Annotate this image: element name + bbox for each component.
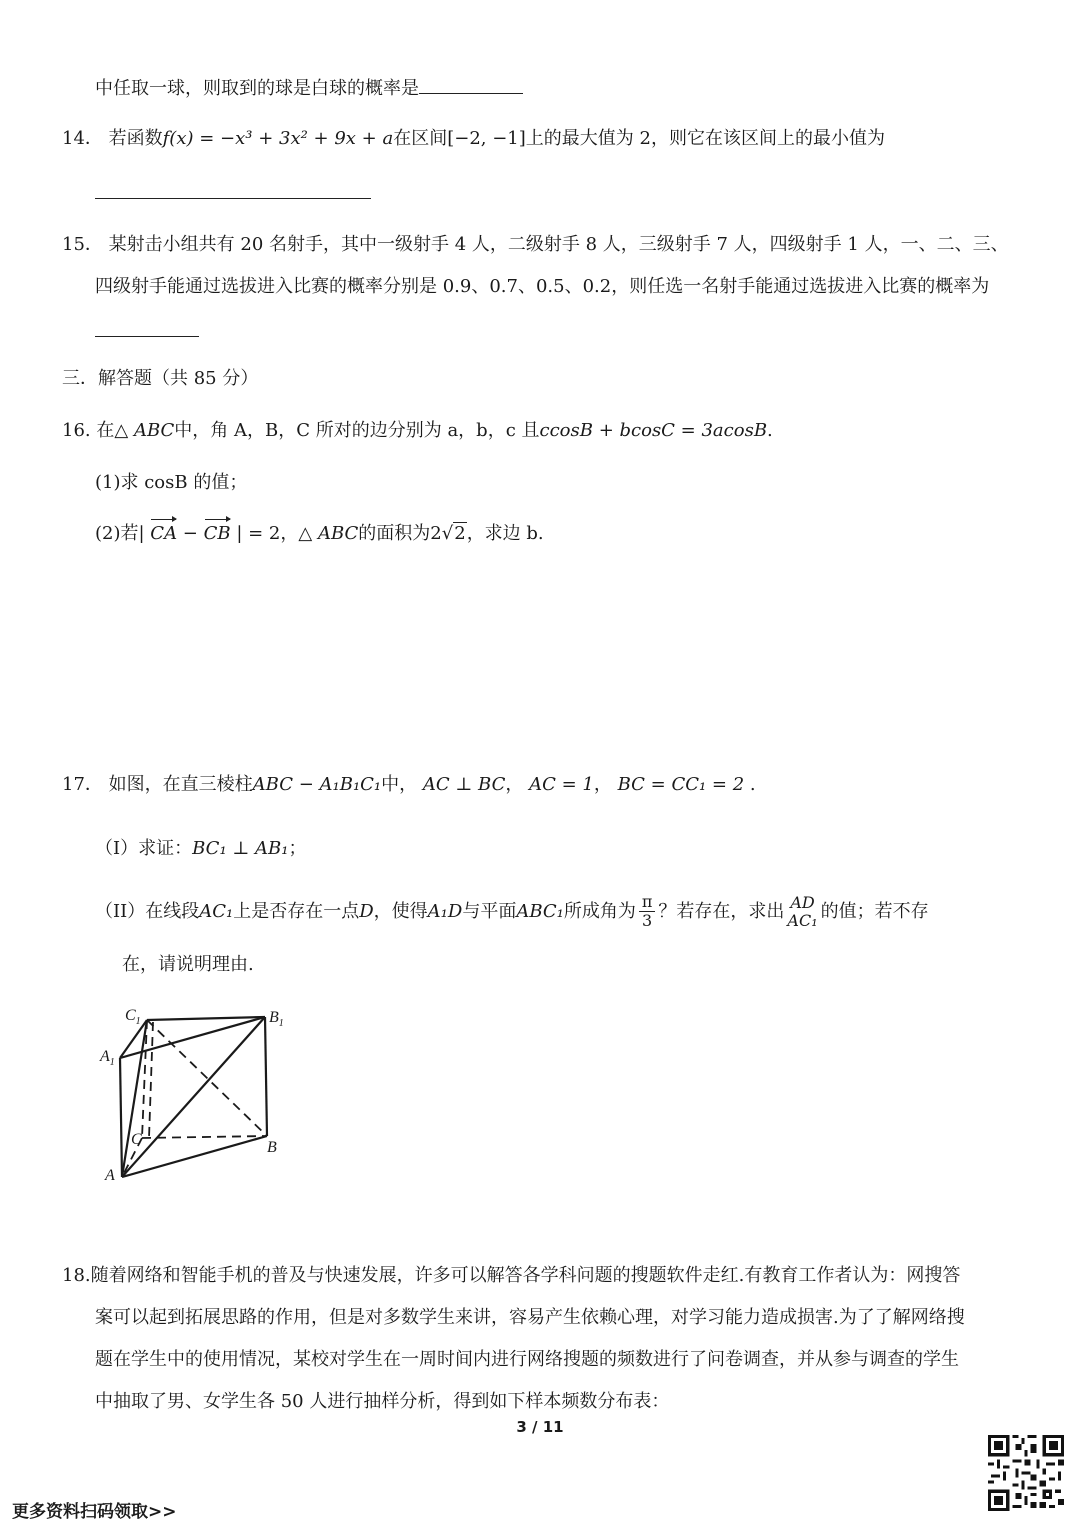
q15-line2: 四级射手能通过选拔进入比赛的概率分别是 0.9、0.7、0.5、0.2，则任选一名射手能通过选拔进入比赛的概率为 bbox=[95, 276, 990, 297]
q16 bbox=[62, 420, 773, 442]
q17-part1-expr: BC₁ ⊥ AB₁ bbox=[192, 838, 289, 859]
q13-answer-blank bbox=[419, 93, 523, 94]
q15-line1 bbox=[62, 234, 1009, 256]
label-b: B bbox=[267, 1139, 277, 1156]
q17-part2-b: ，使得 bbox=[373, 900, 428, 922]
ratio-fraction bbox=[787, 894, 817, 931]
edge-c1-b-hidden bbox=[147, 1020, 267, 1136]
q14-function: f(x) = −x³ + 3x² + 9x + a bbox=[162, 128, 394, 149]
area-coefficient: 2 bbox=[430, 523, 442, 544]
q17-part2 bbox=[95, 893, 929, 931]
q14-number: 14． bbox=[62, 128, 103, 149]
q18-line4: 中抽取了男、女学生各 50 人进行抽样分析，得到如下样本频数分布表： bbox=[95, 1391, 670, 1412]
q17-part1 bbox=[95, 838, 307, 860]
q17-segment: AC₁ bbox=[199, 900, 234, 922]
label-a1: $A_1$ bbox=[100, 1048, 115, 1068]
q15-text-line1: 某射击小组共有 20 名射手，其中一级射手 4 人，二级射手 8 人，三级射手 7 人，四级射手 1 人，一、二、三、 bbox=[108, 234, 1009, 255]
angle-denominator: 3 bbox=[642, 911, 653, 931]
q17-part2-d: 所成角为 bbox=[563, 900, 636, 922]
q14-mid: 在区间 bbox=[393, 128, 448, 149]
label-c: C bbox=[131, 1131, 142, 1148]
section-title: 三．解答题（共 85 分） bbox=[62, 368, 259, 389]
q15-number: 15． bbox=[62, 234, 103, 255]
q16-part2-mid: 的面积为 bbox=[358, 523, 431, 544]
q16-part2-pre: (2)若 bbox=[95, 523, 139, 544]
q16-part2-triangle: △ ABC bbox=[298, 523, 359, 544]
label-a: A bbox=[105, 1167, 115, 1184]
q17-line-a1d: A₁D bbox=[427, 900, 463, 922]
edge-c-b-hidden bbox=[142, 1136, 267, 1138]
edge-a-b bbox=[122, 1136, 267, 1177]
q17-ac-length: AC = 1 bbox=[529, 774, 594, 795]
q14-pre: 若函数 bbox=[108, 128, 163, 149]
vector-ca: CA bbox=[150, 523, 178, 544]
q18-line2: 案可以起到拓展思路的作用，但是对多数学生来讲，容易产生依赖心理，对学习能力造成损害.为了了解网络搜 bbox=[95, 1307, 965, 1328]
ratio-numerator: AD bbox=[790, 892, 815, 912]
q17-prism: ABC − A₁B₁C₁ bbox=[252, 774, 382, 795]
page-number: 3 / 11 bbox=[516, 1418, 564, 1436]
q15-answer-blank bbox=[95, 336, 199, 337]
q17-point-d: D bbox=[359, 900, 374, 922]
q16-end: . bbox=[767, 420, 773, 441]
sqrt-icon: √ bbox=[441, 523, 454, 544]
q17-bc-length: BC = CC₁ = 2 bbox=[617, 774, 745, 795]
q17-pre: 如图，在直三棱柱 bbox=[108, 774, 253, 795]
edge-a1-a bbox=[120, 1058, 122, 1177]
q16-part2-end: ，求边 b. bbox=[466, 523, 544, 544]
q17-part2-a: 上是否存在一点 bbox=[233, 900, 360, 922]
q17-perpendicular: AC ⊥ BC bbox=[422, 774, 506, 795]
q14-answer-blank bbox=[95, 198, 371, 199]
edge-hidden-inner bbox=[149, 1022, 153, 1138]
angle-numerator: π bbox=[639, 893, 656, 912]
q16-part2-eq: = 2， bbox=[248, 523, 299, 544]
q17-part2-line2: 在，请说明理由. bbox=[122, 954, 254, 975]
q17-part2-label: （II）在线段 bbox=[95, 900, 200, 922]
q16-pre: 在 bbox=[96, 420, 115, 441]
q16-part1: (1)求 cosB 的值； bbox=[95, 472, 248, 493]
q16-part2: (2)若| CA − CB | = 2，△ ABC的面积为2√2，求边 b. bbox=[95, 523, 544, 544]
q17-part1-label: （I）求证： bbox=[95, 838, 193, 859]
q14-post: 上的最大值为 2，则它在该区间上的最小值为 bbox=[525, 128, 885, 149]
label-c1: $C_1$ bbox=[125, 1007, 141, 1027]
q17-plane: ABC₁ bbox=[516, 900, 564, 922]
area-radicand: 2 bbox=[454, 523, 466, 544]
q16-equation: ccosB + bcosC = 3acosB bbox=[539, 420, 768, 441]
q13-tail bbox=[95, 78, 523, 100]
q17: 17． 如图，在直三棱柱ABC − A₁B₁C₁中， AC ⊥ BC， AC = 1， BC = CC₁ = 2 . bbox=[62, 774, 756, 795]
q18-line3: 题在学生中的使用情况，某校对学生在一周时间内进行网络搜题的频数进行了问卷调查，并从参与调查的学生 bbox=[95, 1349, 959, 1370]
prism-figure bbox=[95, 1000, 325, 1190]
edge-b1-b bbox=[265, 1017, 267, 1136]
vector-cb: CB bbox=[203, 523, 231, 544]
q17-part1-end: ； bbox=[288, 838, 307, 859]
q18-line1: 18.随着网络和智能手机的普及与快速发展，许多可以解答各学科问题的搜题软件走红.有教育工作者认为：网搜答 bbox=[62, 1265, 961, 1286]
angle-fraction bbox=[639, 893, 656, 931]
edge-c1-b1 bbox=[147, 1017, 265, 1020]
q16-number: 16. bbox=[62, 420, 91, 441]
more-resources-link[interactable]: 更多资料扫码领取>> bbox=[12, 1502, 177, 1522]
q16-triangle: △ ABC bbox=[114, 420, 175, 441]
q14 bbox=[62, 128, 885, 150]
q17-mid: 中， bbox=[381, 774, 418, 795]
label-b1: $B_1$ bbox=[269, 1009, 284, 1029]
q16-mid: 中，角 A，B，C 所对的边分别为 a，b，c 且 bbox=[174, 420, 540, 441]
q17-part2-f: 的值；若不存 bbox=[820, 900, 929, 922]
q14-interval: [−2, −1] bbox=[447, 128, 526, 149]
q13-tail-text: 中任取一球，则取到的球是白球的概率是 bbox=[95, 78, 419, 99]
ratio-denominator: AC₁ bbox=[787, 910, 818, 930]
qr-code-icon[interactable] bbox=[988, 1435, 1064, 1511]
q17-number: 17． bbox=[62, 774, 103, 795]
q17-part2-e: ？若存在，求出 bbox=[658, 900, 785, 922]
q17-part2-c: 与平面 bbox=[462, 900, 517, 922]
